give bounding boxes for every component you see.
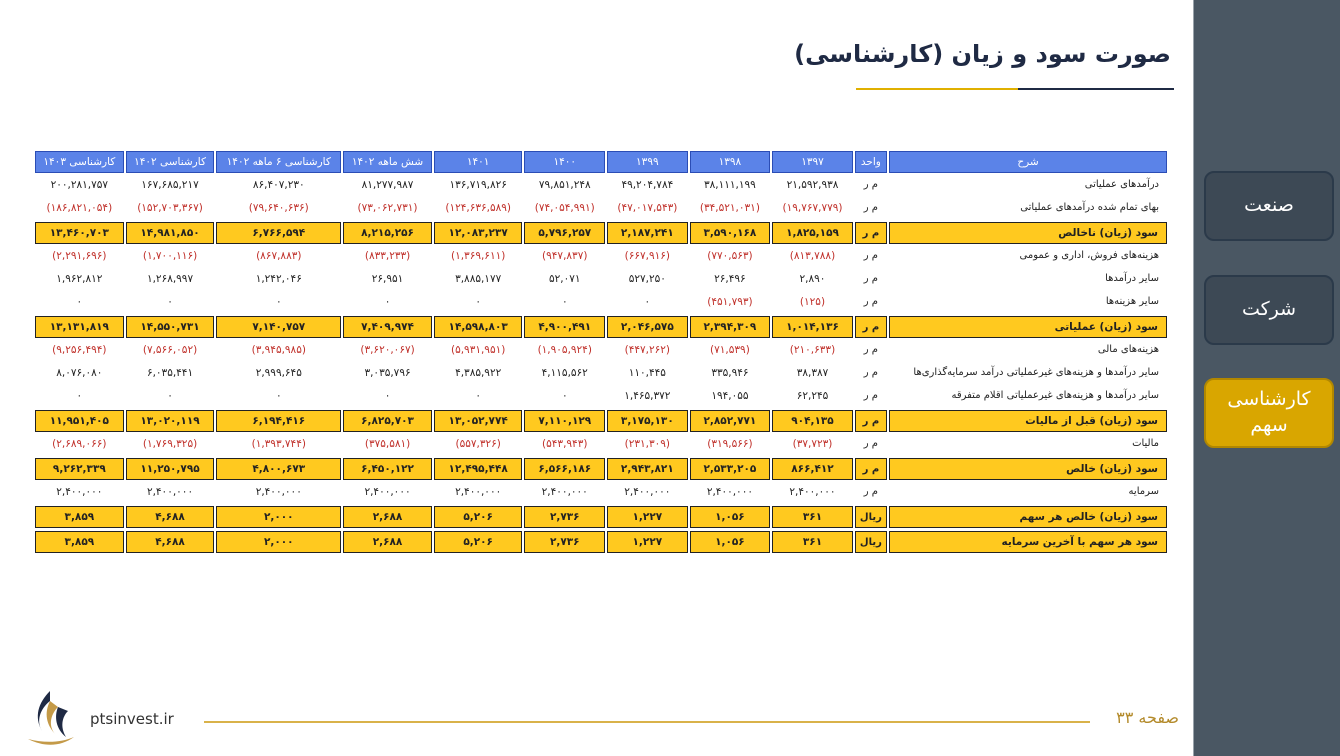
table-cell: ۱۳,۱۳۱,۸۱۹ bbox=[35, 316, 124, 338]
table-cell: ۲,۴۰۰,۰۰۰ bbox=[56, 485, 103, 498]
row-label: سود هر سهم با آخرین سرمایه bbox=[889, 531, 1167, 553]
table-row bbox=[35, 480, 1167, 503]
header-period: ۱۳۹۷ bbox=[772, 151, 853, 173]
table-cell: (۳,۹۴۵,۹۸۵) bbox=[251, 343, 306, 356]
table-cell: ۱۱,۲۵۰,۷۹۵ bbox=[126, 458, 215, 480]
footer-divider bbox=[204, 721, 1090, 723]
table-cell: ۲,۰۰۰ bbox=[216, 531, 341, 553]
table-cell: ۵۲,۰۷۱ bbox=[548, 272, 581, 285]
table-row bbox=[35, 432, 1167, 455]
table-cell: (۴۵۱,۷۹۳) bbox=[707, 295, 753, 308]
table-cell: ۱,۴۶۵,۳۷۲ bbox=[624, 389, 671, 402]
table-cell: (۷۹,۶۴۰,۶۳۶) bbox=[248, 201, 309, 214]
row-label: سود (زیان) خالص هر سهم bbox=[889, 506, 1167, 528]
table-cell: ۶,۱۹۴,۴۱۶ bbox=[216, 410, 341, 432]
table-cell: (۱۵۲,۷۰۳,۳۶۷) bbox=[137, 201, 203, 214]
table-cell: (۹,۲۵۶,۴۹۴) bbox=[52, 343, 107, 356]
row-label: سایر درآمدها و هزینه‌های غیرعملیاتی درآمد سرمایه‌گذاری‌ها bbox=[913, 367, 1159, 378]
table-cell: ۳,۸۸۵,۱۷۷ bbox=[455, 272, 502, 285]
table-cell: (۲۳۱,۳۰۹) bbox=[624, 437, 671, 450]
table-cell: ۰ bbox=[76, 389, 83, 402]
table-cell: (۱۸۶,۸۲۱,۰۵۴) bbox=[46, 201, 113, 214]
table-cell: ۲,۴۰۰,۰۰۰ bbox=[255, 485, 302, 498]
table-cell: ۱,۲۶۸,۹۹۷ bbox=[146, 272, 194, 285]
table-cell: ۹,۲۶۲,۳۳۹ bbox=[35, 458, 124, 480]
table-cell: (۱۲۴,۶۳۶,۵۸۹) bbox=[445, 201, 511, 214]
table-cell: ۳۸,۱۱۱,۱۹۹ bbox=[704, 178, 756, 191]
table-cell: (۷۱,۵۳۹) bbox=[710, 343, 750, 356]
row-label: بهای تمام شده درآمدهای عملیاتی bbox=[1020, 202, 1159, 213]
table-cell: ۳,۵۹۰,۱۶۸ bbox=[690, 222, 771, 244]
table-cell: (۳۷,۷۲۳) bbox=[792, 437, 833, 450]
table-cell: (۳۷۵,۵۸۱) bbox=[364, 437, 411, 450]
table-cell: ۲,۶۸۸ bbox=[343, 531, 432, 553]
table-cell: (۷,۵۶۶,۰۵۲) bbox=[142, 343, 198, 356]
table-cell: (۷۳,۰۶۲,۷۳۱) bbox=[357, 201, 418, 214]
table-cell: ۱,۰۱۴,۱۳۶ bbox=[772, 316, 853, 338]
header-period: ۱۳۹۹ bbox=[607, 151, 688, 173]
table-cell: ۱۲,۴۹۵,۴۴۸ bbox=[434, 458, 523, 480]
table-cell: (۱,۳۹۳,۷۴۴) bbox=[251, 437, 306, 450]
row-label: سود (زیان) قبل از مالیات bbox=[889, 410, 1167, 432]
header-period: کارشناسی ۱۴۰۲ bbox=[126, 151, 215, 173]
table-cell: ۱۱۰,۴۴۵ bbox=[628, 366, 666, 379]
table-cell: ۵۲۷,۲۵۰ bbox=[628, 272, 666, 285]
table-cell: ۶,۷۶۶,۵۹۴ bbox=[216, 222, 341, 244]
table-cell: ۸۶,۴۰۷,۲۳۰ bbox=[252, 178, 305, 191]
table-cell: ۱۲,۰۸۳,۲۳۷ bbox=[434, 222, 523, 244]
table-row bbox=[35, 196, 1167, 219]
side-navigation bbox=[1194, 0, 1340, 756]
header-period: ۱۴۰۱ bbox=[434, 151, 523, 173]
table-cell: ۰ bbox=[475, 295, 481, 308]
table-cell: (۵,۹۳۱,۹۵۱) bbox=[450, 343, 506, 356]
table-cell: ۹۰۴,۱۳۵ bbox=[772, 410, 853, 432]
table-cell: (۸۶۷,۸۸۳) bbox=[256, 249, 302, 262]
row-label: سایر هزینه‌ها bbox=[1105, 296, 1159, 307]
table-cell: ۳,۸۵۹ bbox=[35, 506, 124, 528]
table-cell: ۲,۸۹۰ bbox=[799, 272, 826, 285]
table-cell: ۰ bbox=[384, 389, 391, 402]
table-cell: ۱۴,۵۹۸,۸۰۳ bbox=[434, 316, 523, 338]
row-label: درآمدهای عملیاتی bbox=[1084, 179, 1159, 190]
table-cell: ۱,۹۶۲,۸۱۲ bbox=[56, 272, 103, 285]
row-unit: ریال bbox=[855, 506, 887, 528]
table-cell: ۱,۰۵۶ bbox=[690, 531, 771, 553]
header-period: شش ماهه ۱۴۰۲ bbox=[343, 151, 432, 173]
table-cell: ۸۱,۲۷۷,۹۸۷ bbox=[361, 178, 414, 191]
table-cell: ۱۳,۰۵۲,۷۷۴ bbox=[434, 410, 523, 432]
table-cell: ۰ bbox=[644, 295, 651, 308]
table-cell: ۰ bbox=[76, 295, 83, 308]
table-cell: ۱۳,۰۲۰,۱۱۹ bbox=[126, 410, 215, 432]
table-cell: ۲,۴۰۰,۰۰۰ bbox=[455, 485, 502, 498]
table-cell: ۲,۹۹۹,۶۴۵ bbox=[255, 366, 302, 379]
table-cell: ۶,۵۶۶,۱۸۶ bbox=[524, 458, 605, 480]
row-unit: م ر bbox=[863, 202, 878, 213]
table-cell: ۲,۶۸۸ bbox=[343, 506, 432, 528]
table-cell: (۵۴۳,۹۴۳) bbox=[542, 437, 588, 450]
table-cell: ۶,۸۲۵,۷۰۳ bbox=[343, 410, 432, 432]
table-cell: (۱,۹۰۵,۹۲۴) bbox=[537, 343, 592, 356]
page-title: صورت سود و زیان (کارشناسی) bbox=[794, 40, 1171, 68]
row-unit: م ر bbox=[855, 410, 887, 432]
table-cell: ۱۶۷,۶۸۵,۲۱۷ bbox=[141, 178, 199, 191]
table-cell: ۱,۲۴۲,۰۴۶ bbox=[255, 272, 302, 285]
table-header-row bbox=[35, 151, 1167, 173]
table-cell: ۲۱,۵۹۲,۹۳۸ bbox=[786, 178, 839, 191]
table-cell: ۰ bbox=[275, 295, 282, 308]
nav-company-button[interactable]: شرکت bbox=[1204, 275, 1334, 345]
table-row-total bbox=[35, 506, 1167, 528]
table-row bbox=[35, 173, 1167, 196]
row-unit: م ر bbox=[863, 367, 878, 378]
table-row-total bbox=[35, 316, 1167, 338]
row-label: هزینه‌های فروش، اداری و عمومی bbox=[1019, 250, 1159, 261]
table-cell: ۲,۵۳۳,۲۰۵ bbox=[690, 458, 771, 480]
table-cell: ۴,۸۰۰,۶۷۳ bbox=[216, 458, 341, 480]
header-unit: واحد bbox=[855, 151, 887, 173]
page-number: صفحه ۳۳ bbox=[1116, 708, 1179, 727]
row-unit: م ر bbox=[855, 458, 887, 480]
table-cell: ۴,۱۱۵,۵۶۲ bbox=[541, 366, 588, 379]
table-cell: ۴۹,۲۰۴,۷۸۴ bbox=[621, 178, 674, 191]
row-unit: م ر bbox=[863, 344, 878, 355]
table-cell: ۴,۶۸۸ bbox=[126, 531, 215, 553]
table-row bbox=[35, 267, 1167, 290]
table-row bbox=[35, 244, 1167, 267]
table-cell: ۳,۱۷۵,۱۳۰ bbox=[607, 410, 688, 432]
row-unit: ریال bbox=[855, 531, 887, 553]
table-cell: ۲,۹۴۳,۸۲۱ bbox=[607, 458, 688, 480]
table-cell: ۸۶۶,۴۱۲ bbox=[772, 458, 853, 480]
table-cell: (۱,۳۶۹,۶۱۱) bbox=[450, 249, 506, 262]
table-cell: (۹۴۷,۸۳۷) bbox=[542, 249, 588, 262]
table-cell: ۵,۲۰۶ bbox=[434, 506, 523, 528]
table-cell: ۳۶۱ bbox=[772, 506, 853, 528]
table-cell: ۲,۴۰۰,۰۰۰ bbox=[789, 485, 836, 498]
row-unit: م ر bbox=[863, 296, 878, 307]
row-label: سود (زیان) خالص bbox=[889, 458, 1167, 480]
table-cell: ۱,۲۲۷ bbox=[607, 531, 688, 553]
table-cell: ۷,۴۰۹,۹۷۴ bbox=[343, 316, 432, 338]
row-label: سایر درآمدها و هزینه‌های غیرعملیاتی اقلام متفرقه bbox=[951, 390, 1159, 401]
table-cell: ۸,۲۱۵,۲۵۶ bbox=[343, 222, 432, 244]
title-underline-accent bbox=[1018, 88, 1174, 90]
table-cell: (۱,۷۶۹,۳۲۵) bbox=[142, 437, 198, 450]
table-cell: ۰ bbox=[561, 389, 568, 402]
table-cell: ۵,۷۹۶,۲۵۷ bbox=[524, 222, 605, 244]
table-cell: ۰ bbox=[384, 295, 391, 308]
table-cell: ۲,۱۸۷,۲۴۱ bbox=[607, 222, 688, 244]
table-cell: (۴۴۷,۲۶۲) bbox=[624, 343, 671, 356]
table-cell: (۲,۲۹۱,۶۹۶) bbox=[52, 249, 107, 262]
table-cell: ۳,۸۵۹ bbox=[35, 531, 124, 553]
table-cell: (۷۷۰,۵۶۳) bbox=[707, 249, 753, 262]
table-cell: (۱۲۵) bbox=[799, 295, 826, 308]
table-cell: ۲۶,۴۹۶ bbox=[714, 272, 746, 285]
table-cell: ۲,۰۴۶,۵۷۵ bbox=[607, 316, 688, 338]
table-cell: ۴,۹۰۰,۴۹۱ bbox=[524, 316, 605, 338]
table-cell: ۴,۶۸۸ bbox=[126, 506, 215, 528]
table-cell: ۶۲,۲۴۵ bbox=[796, 389, 829, 402]
table-cell: ۴,۳۸۵,۹۲۲ bbox=[455, 366, 502, 379]
table-cell: ۲,۴۰۰,۰۰۰ bbox=[706, 485, 753, 498]
table-cell: (۳۱۹,۵۶۶) bbox=[707, 437, 753, 450]
table-cell: (۸۱۳,۷۸۸) bbox=[789, 249, 836, 262]
table-cell: ۷۹,۸۵۱,۲۴۸ bbox=[538, 178, 591, 191]
table-cell: ۷,۱۴۰,۷۵۷ bbox=[216, 316, 341, 338]
table-cell: ۳۳۵,۹۴۶ bbox=[711, 366, 749, 379]
row-label: سود (زیان) عملیاتی bbox=[889, 316, 1167, 338]
row-label: سرمایه bbox=[1128, 486, 1159, 497]
table-cell: ۲,۷۳۶ bbox=[524, 506, 605, 528]
row-label: مالیات bbox=[1132, 438, 1159, 449]
table-cell: ۲۰۰,۲۸۱,۷۵۷ bbox=[50, 178, 109, 191]
table-row bbox=[35, 290, 1167, 313]
table-cell: (۲,۶۸۹,۰۶۶) bbox=[52, 437, 107, 450]
header-description: شرح bbox=[889, 151, 1167, 173]
row-unit: م ر bbox=[863, 273, 878, 284]
table-cell: ۳,۰۳۵,۷۹۶ bbox=[364, 366, 411, 379]
table-cell: ۶,۰۳۵,۴۴۱ bbox=[146, 366, 194, 379]
row-unit: م ر bbox=[863, 486, 878, 497]
table-cell: ۰ bbox=[167, 295, 173, 308]
table-cell: ۱۴,۹۸۱,۸۵۰ bbox=[126, 222, 215, 244]
table-cell: ۰ bbox=[275, 389, 282, 402]
table-cell: ۱,۰۵۶ bbox=[690, 506, 771, 528]
table-cell: (۱۹,۷۶۷,۷۷۹) bbox=[782, 201, 843, 214]
row-label: سایر درآمدها bbox=[1105, 273, 1159, 284]
row-unit: م ر bbox=[863, 438, 878, 449]
table-cell: ۳۸,۳۸۷ bbox=[796, 366, 829, 379]
row-unit: م ر bbox=[855, 316, 887, 338]
table-cell: ۱۴,۵۵۰,۷۳۱ bbox=[126, 316, 215, 338]
header-period: کارشناسی ۶ ماهه ۱۴۰۲ bbox=[216, 151, 341, 173]
table-cell: ۰ bbox=[475, 389, 481, 402]
table-row bbox=[35, 361, 1167, 384]
table-cell: ۱۳,۴۶۰,۷۰۳ bbox=[35, 222, 124, 244]
table-row bbox=[35, 384, 1167, 407]
table-cell: ۰ bbox=[167, 389, 173, 402]
table-cell: ۲,۰۰۰ bbox=[216, 506, 341, 528]
table-cell: ۱۳۶,۷۱۹,۸۲۶ bbox=[449, 178, 507, 191]
table-cell: (۲۱۰,۶۳۳) bbox=[789, 343, 836, 356]
table-cell: ۱,۲۲۷ bbox=[607, 506, 688, 528]
table-cell: ۰ bbox=[561, 295, 568, 308]
website-link[interactable]: ptsinvest.ir bbox=[90, 710, 174, 728]
row-unit: م ر bbox=[855, 222, 887, 244]
table-cell: ۲,۴۰۰,۰۰۰ bbox=[364, 485, 411, 498]
table-cell: ۲,۴۰۰,۰۰۰ bbox=[541, 485, 588, 498]
nav-stock-valuation-button[interactable]: کارشناسی سهم bbox=[1204, 378, 1334, 448]
table-row-total bbox=[35, 410, 1167, 432]
table-row-total bbox=[35, 222, 1167, 244]
header-period: کارشناسی ۱۴۰۳ bbox=[35, 151, 124, 173]
table-cell: ۲,۴۰۰,۰۰۰ bbox=[624, 485, 671, 498]
table-cell: ۱۱,۹۵۱,۴۰۵ bbox=[35, 410, 124, 432]
table-row-total bbox=[35, 531, 1167, 553]
table-cell: ۲,۳۹۴,۳۰۹ bbox=[690, 316, 771, 338]
table-cell: ۲,۸۵۲,۷۷۱ bbox=[690, 410, 771, 432]
table-cell: ۸,۰۷۶,۰۸۰ bbox=[56, 366, 103, 379]
row-label: هزینه‌های مالی bbox=[1097, 344, 1159, 355]
table-cell: ۲,۷۳۶ bbox=[524, 531, 605, 553]
row-unit: م ر bbox=[863, 179, 878, 190]
row-unit: م ر bbox=[863, 250, 878, 261]
table-cell: ۷,۱۱۰,۱۲۹ bbox=[524, 410, 605, 432]
table-cell: ۲,۴۰۰,۰۰۰ bbox=[146, 485, 194, 498]
company-logo bbox=[20, 687, 80, 749]
table-cell: (۷۴,۰۵۴,۹۹۱) bbox=[534, 201, 595, 214]
table-row-total bbox=[35, 458, 1167, 480]
table-cell: (۸۳۳,۲۳۳) bbox=[364, 249, 411, 262]
table-cell: ۳۶۱ bbox=[772, 531, 853, 553]
header-period: ۱۳۹۸ bbox=[690, 151, 771, 173]
table-cell: (۵۵۷,۳۲۶) bbox=[455, 437, 501, 450]
table-cell: ۱۹۴,۰۵۵ bbox=[711, 389, 749, 402]
table-cell: ۶,۴۵۰,۱۲۲ bbox=[343, 458, 432, 480]
table-cell: (۱,۷۰۰,۱۱۶) bbox=[142, 249, 198, 262]
income-statement-table bbox=[33, 151, 1169, 553]
nav-industry-button[interactable]: صنعت bbox=[1204, 171, 1334, 241]
row-label: سود (زیان) ناخالص bbox=[889, 222, 1167, 244]
table-cell: (۶۶۷,۹۱۶) bbox=[624, 249, 671, 262]
table-cell: ۵,۲۰۶ bbox=[434, 531, 523, 553]
table-cell: (۳,۶۲۰,۰۶۷) bbox=[360, 343, 415, 356]
row-unit: م ر bbox=[863, 390, 878, 401]
table-row bbox=[35, 338, 1167, 361]
table-cell: (۴۷,۰۱۷,۵۴۳) bbox=[617, 201, 678, 214]
header-period: ۱۴۰۰ bbox=[524, 151, 605, 173]
table-cell: ۲۶,۹۵۱ bbox=[371, 272, 404, 285]
table-cell: (۳۴,۵۲۱,۰۳۱) bbox=[699, 201, 760, 214]
table-cell: ۱,۸۲۵,۱۵۹ bbox=[772, 222, 853, 244]
